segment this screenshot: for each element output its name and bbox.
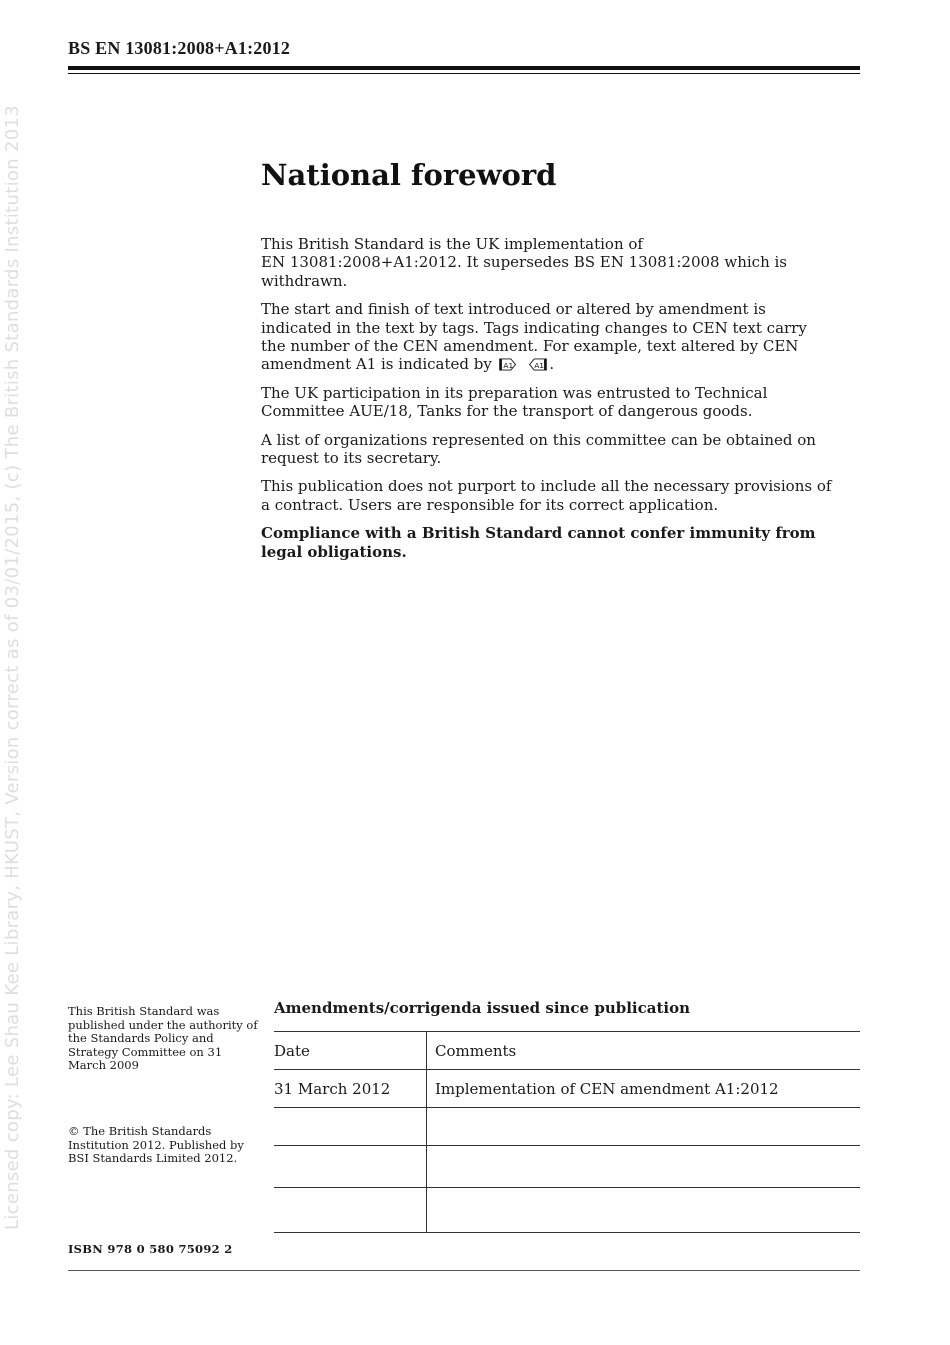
paragraph-implementation-line2: EN 13081:2008+A1:2012. It supersedes BS EN 13081:2008 which is withdrawn.	[261, 253, 787, 290]
document-id-header: BS EN 13081:2008+A1:2012	[68, 38, 291, 58]
table-cell-date	[274, 1108, 427, 1146]
paragraph-implementation-line1: This British Standard is the UK implementation of	[261, 235, 643, 253]
paragraph-amendment-tags-text: The start and finish of text introduced or altered by amendment is indicated in the text by tags. Tags indicating changes to CEN text carry the number of the CEN amendment. For example, text altered by CEN amendment A1 is indicated by	[261, 300, 807, 374]
paragraph-organizations: A list of organizations represented on this committee can be obtained on request to its secretary.	[261, 430, 816, 468]
copyright-note: © The British Standards Institution 2012. Published by BSI Standards Limited 2012.	[68, 1124, 244, 1165]
amendment-open-tag-icon	[498, 358, 520, 371]
footer-rule	[68, 1270, 860, 1271]
paragraph-committee: The UK participation in its preparation was entrusted to Technical Committee AUE/18, Tanks for the transport of dangerous goods.	[261, 383, 768, 421]
table-row	[274, 1070, 860, 1108]
column-header-date: Date	[274, 1032, 427, 1070]
table-cell-date	[274, 1146, 427, 1188]
table-cell-comments: Implementation of CEN amendment A1:2012	[427, 1070, 861, 1108]
license-watermark: Licensed copy: Lee Shau Kee Library, HKUST, Version correct as of 03/01/2015, (c) The British Standards Institution 2013	[2, 105, 23, 1230]
paragraph-amendment-tags-end: .	[549, 355, 555, 374]
table-row	[274, 1188, 860, 1233]
paragraph-provisions: This publication does not purport to include all the necessary provisions of a contract. Users are responsible for its correct application.	[261, 477, 832, 514]
table-row	[274, 1146, 860, 1188]
header-rule-thick	[68, 66, 860, 70]
amendments-heading: Amendments/corrigenda issued since publication	[274, 999, 690, 1017]
amendments-table	[274, 1031, 860, 1233]
table-cell-comments	[427, 1146, 861, 1188]
table-cell-date	[274, 1188, 427, 1233]
amendment-open-tag-label: A1	[503, 361, 513, 371]
publication-authority-note: This British Standard was published under the authority of the Standards Policy and Strategy Committee on 31 March 2009	[68, 1004, 258, 1072]
amendment-close-tag-icon	[526, 358, 548, 371]
amendment-close-tag-label: A1	[534, 361, 545, 371]
table-cell-comments	[427, 1188, 861, 1233]
page-title: National foreword	[261, 158, 557, 192]
paragraph-amendment-tags	[261, 300, 836, 374]
table-cell-date: 31 March 2012	[274, 1070, 427, 1108]
table-row	[274, 1108, 860, 1146]
paragraph-implementation	[261, 235, 836, 290]
paragraph-compliance: Compliance with a British Standard cannot confer immunity from legal obligations.	[261, 524, 816, 561]
isbn-number: ISBN 978 0 580 75092 2	[68, 1242, 233, 1256]
foreword-body	[261, 235, 836, 571]
table-header-row	[274, 1032, 860, 1070]
column-header-comments: Comments	[427, 1032, 861, 1070]
table-cell-comments	[427, 1108, 861, 1146]
header-rule-thin	[68, 73, 860, 74]
